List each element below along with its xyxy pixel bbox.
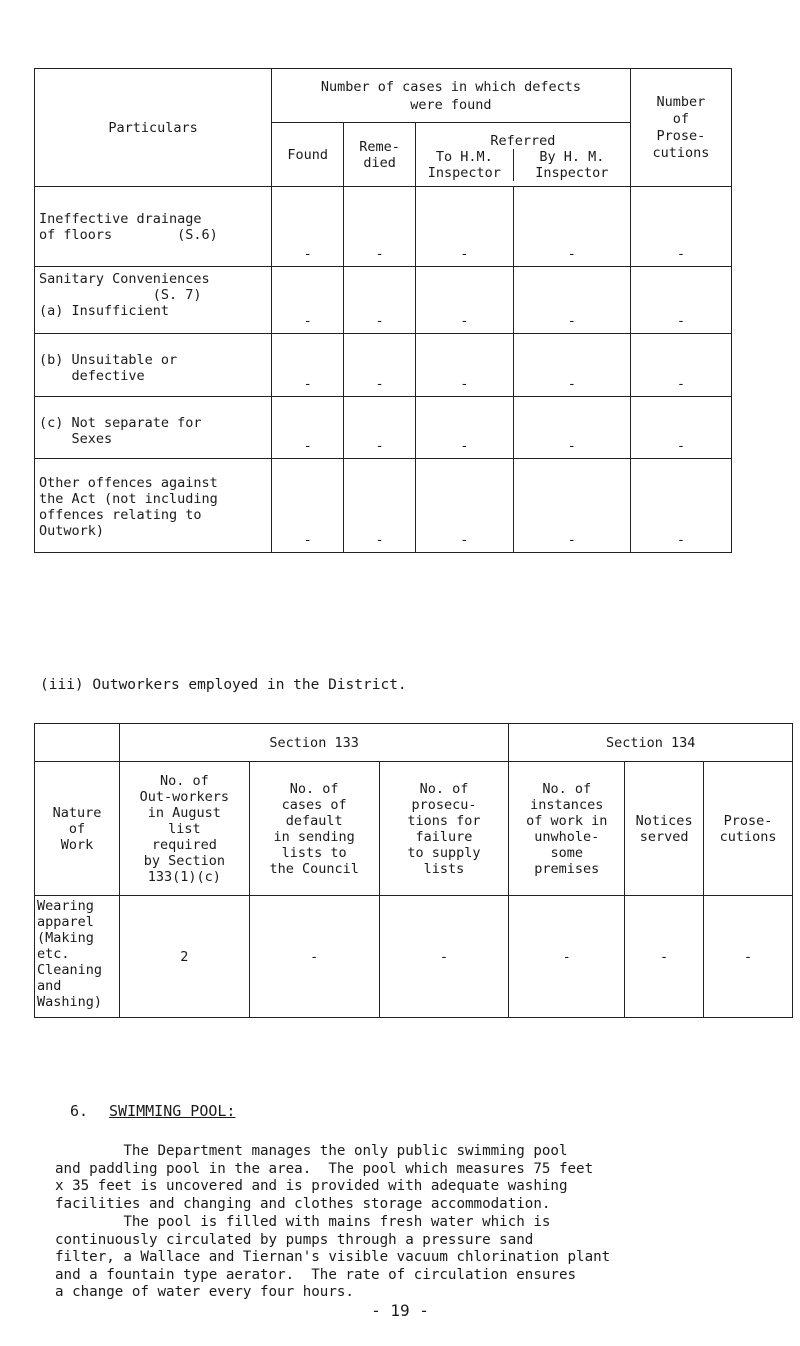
table-cell: - [379, 896, 509, 1018]
table-cell: - [344, 397, 415, 459]
table-cell: 2 [119, 896, 249, 1018]
table-cell: - [704, 896, 793, 1018]
row-label: (c) Not separate for Sexes [35, 397, 272, 459]
table-cell: - [513, 267, 630, 334]
table-row [35, 267, 732, 334]
blank-header [35, 724, 120, 762]
table-cell: - [513, 459, 630, 553]
table-cell: - [272, 267, 344, 334]
by-hm-inspector-header: By H. M. Inspector [513, 149, 630, 181]
table-cell: - [272, 397, 344, 459]
table-cell: - [272, 187, 344, 267]
prosecutions-failure-header: No. of prosecu- tions for failure to supply lists [379, 762, 509, 896]
section-134-header: Section 134 [509, 724, 793, 762]
table-cell: - [249, 896, 379, 1018]
section-heading [70, 1102, 235, 1120]
table-cell: - [344, 334, 415, 397]
referred-label: Referred [490, 132, 556, 149]
table-cell: - [415, 459, 513, 553]
notices-served-header: Notices served [625, 762, 704, 896]
outworkers-list-header: No. of Out-workers in August list required by Section 133(1)(c) [119, 762, 249, 896]
table-row [35, 334, 732, 397]
table-cell: - [630, 397, 731, 459]
unwholesome-premises-header: No. of instances of work in unwhole- some premises [509, 762, 625, 896]
paragraph: The pool is filled with mains fresh water which is continuously circulated by pumps through a pressure sand filter, a Wallace and Tiernan's visible vacuum chlorination plant and a fountain type aerator. The rate of circulation ensures a change of water every four hours. [55, 1214, 611, 1300]
row-label: (b) Unsuitable or defective [35, 334, 272, 397]
referred-header [415, 123, 630, 187]
section-number: 6. [70, 1102, 89, 1120]
outworkers-caption: (iii) Outworkers employed in the District. [40, 677, 407, 693]
found-header: Found [272, 123, 344, 187]
nature-of-work-cell: Wearing apparel (Making etc. Cleaning and Washing) [35, 896, 120, 1018]
table-row [35, 397, 732, 459]
table-cell: - [415, 267, 513, 334]
table-cell: - [415, 187, 513, 267]
table-cell: - [630, 334, 731, 397]
table-cell: - [415, 397, 513, 459]
prosecutions-header: Number of Prose- cutions [630, 69, 731, 187]
section-title: SWIMMING POOL: [109, 1102, 236, 1120]
row-label: Ineffective drainage of floors (S.6) [35, 187, 272, 267]
defects-table [34, 68, 732, 553]
table-cell: - [513, 397, 630, 459]
to-hm-inspector-header: To H.M. Inspector [427, 148, 501, 181]
cases-of-default-header: No. of cases of default in sending lists to the Council [249, 762, 379, 896]
table-cell: - [513, 187, 630, 267]
row-label: Other offences against the Act (not including offences relating to Outwork) [35, 459, 272, 553]
table-cell: - [630, 187, 731, 267]
section-133-header: Section 133 [119, 724, 508, 762]
table-cell: - [513, 334, 630, 397]
table-row [35, 187, 732, 267]
table-cell: - [344, 187, 415, 267]
outworkers-table [34, 723, 793, 1018]
paragraph: The Department manages the only public swimming pool and paddling pool in the area. The pool which measures 75 feet x 35 feet is uncovered and is provided with adequate washing facilities and changing and clothes storage accommodation. [55, 1143, 594, 1212]
table-cell: - [630, 459, 731, 553]
table-cell: - [344, 459, 415, 553]
remedied-header: Reme- died [344, 123, 415, 187]
row-label: Sanitary Conveniences (S. 7) (a) Insufficient [35, 267, 272, 334]
page-number: - 19 - [371, 1301, 429, 1320]
table-cell: - [272, 459, 344, 553]
table-row [35, 896, 793, 1018]
prosecutions-134-header: Prose- cutions [704, 762, 793, 896]
table-row [35, 459, 732, 553]
table-cell: - [509, 896, 625, 1018]
cases-group-header: Number of cases in which defects were found [272, 69, 631, 123]
table-cell: - [630, 267, 731, 334]
table-cell: - [415, 334, 513, 397]
table-cell: - [272, 334, 344, 397]
table-cell: - [625, 896, 704, 1018]
particulars-header: Particulars [35, 69, 272, 187]
nature-of-work-header: Nature of Work [35, 762, 120, 896]
table-cell: - [344, 267, 415, 334]
